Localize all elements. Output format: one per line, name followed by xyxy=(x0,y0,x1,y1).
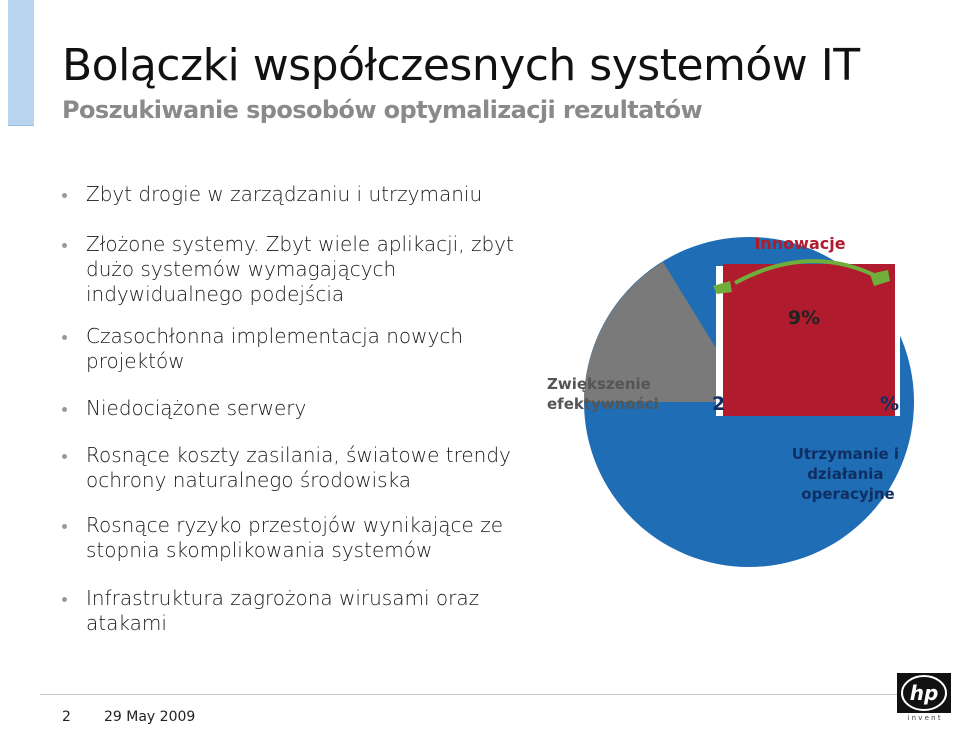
slide-title: Bolączki współczesnych systemów IT xyxy=(62,40,860,91)
value-innovation: 9% xyxy=(787,307,821,329)
bullet-item: Złożone systemy. Zbyt wiele aplikacji, zbyt dużo systemów wymagających indywidualnego podejścia xyxy=(62,232,552,307)
hp-tagline: i n v e n t xyxy=(907,714,941,722)
label-maintenance: Utrzymanie i działania operacyjne xyxy=(791,445,900,503)
bullet-item: Czasochłonna implementacja nowych projektów xyxy=(62,324,552,374)
budget-pie-chart xyxy=(540,210,960,630)
pie-slice-innovation xyxy=(723,264,895,416)
bullet-item: Infrastruktura zagrożona wirusami oraz atakami xyxy=(62,586,552,636)
label-innovation: Innowacje xyxy=(754,234,846,253)
page-number: 2 xyxy=(62,709,71,725)
hp-logo-icon xyxy=(896,672,952,714)
slide-subtitle: Poszukiwanie sposobów optymalizacji rezultatów xyxy=(62,96,703,124)
footer-date: 29 May 2009 xyxy=(104,709,196,725)
svg-text:hp: hp xyxy=(909,681,939,705)
value-efficiency-partial: 2 xyxy=(712,393,726,415)
value-maintenance-partial: % xyxy=(880,393,900,415)
bullet-item: Rosnące koszty zasilania, światowe trendy ochrony naturalnego środowiska xyxy=(62,443,552,493)
bullet-list xyxy=(62,182,552,636)
bullet-item: Rosnące ryzyko przestojów wynikające ze stopnia skomplikowania systemów xyxy=(62,513,552,563)
decorative-side-bar xyxy=(8,0,34,126)
footer-divider xyxy=(40,694,920,695)
bullet-item: Zbyt drogie w zarządzaniu i utrzymaniu xyxy=(62,182,552,207)
bullet-item: Niedociążone serwery xyxy=(62,396,552,421)
label-efficiency: Zwiększenie efektywności xyxy=(547,375,659,413)
